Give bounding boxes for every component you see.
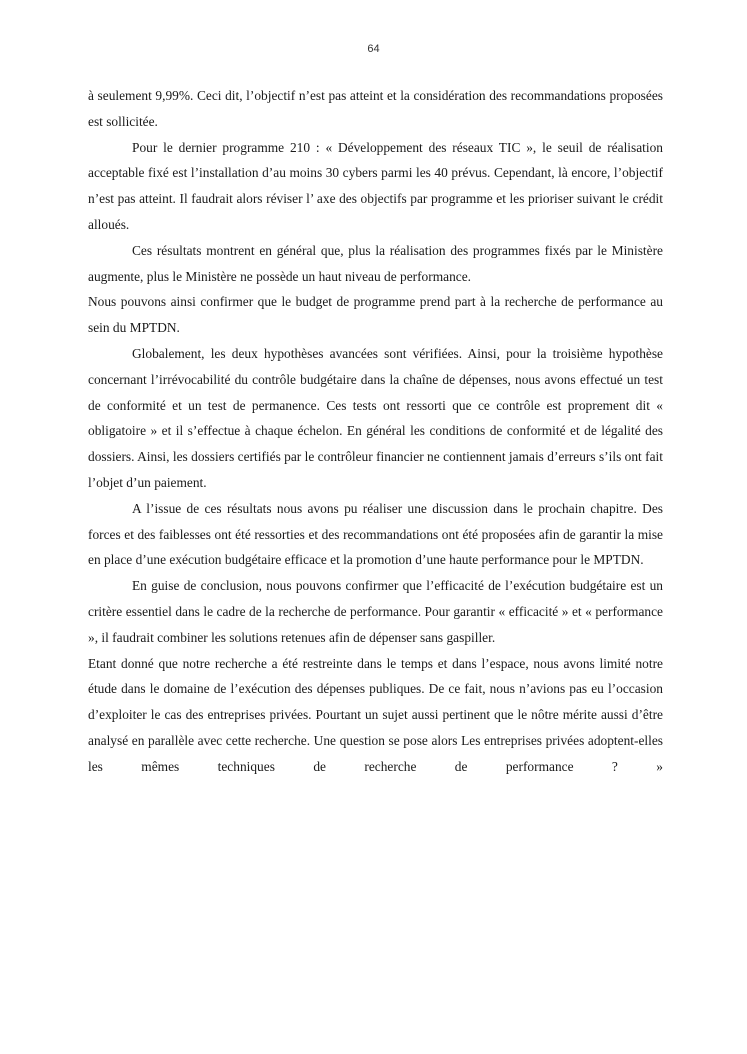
paragraph-1: à seulement 9,99%. Ceci dit, l’objectif n’est pas atteint et la considération des recommandations proposées est sollicitée. xyxy=(88,88,663,129)
paragraph-5: Globalement, les deux hypothèses avancées sont vérifiées. Ainsi, pour la troisième hypothèse concernant l’irrévocabilité du contrôle budgétaire dans la chaîne de dépenses, nous avons effectué un test de conformité et un test de permanence. Ces tests ont ressorti que ce contrôle est proprement dit « obligatoire » et il s’effectue à chaque échelon. En général les conditions de conformité et de légalité des dossiers. Ainsi, les dossiers certifiés par le contrôleur financier ne contiennent jamais d’erreurs s’ils ont fait l’objet d’un paiement. xyxy=(88,345,663,490)
paragraph-4: Nous pouvons ainsi confirmer que le budget de programme prend part à la recherche de performance au sein du MPTDN. xyxy=(88,294,663,336)
paragraph-3: Ces résultats montrent en général que, plus la réalisation des programmes fixés par le Ministère augmente, plus le Ministère ne possède un haut niveau de performance. xyxy=(88,242,663,284)
paragraph-6: A l’issue de ces résultats nous avons pu réaliser une discussion dans le prochain chapitre. Des forces et des faiblesses ont été ressorties et des recommandations ont été proposées afin de garantir la mise en place d’une exécution budgétaire efficace et la promotion d’une haute performance pour le MPTDN. xyxy=(88,500,663,568)
paragraph-2: Pour le dernier programme 210 : « Développement des réseaux TIC », le seuil de réalisation acceptable fixé est l’installation d’au moins 30 cybers parmi les 40 prévus. Cependant, là encore, l’objectif n’est pas atteint. Il faudrait alors réviser l’ axe des objectifs par programme et les prioriser suivant le crédit alloués. xyxy=(88,139,663,232)
paragraph-7: En guise de conclusion, nous pouvons confirmer que l’efficacité de l’exécution budgétaire est un critère essentiel dans le cadre de la recherche de performance. Pour garantir « efficacité » et « performance », il faudrait combiner les solutions retenues afin de dépenser sans gaspiller. xyxy=(88,578,663,645)
document-body xyxy=(88,83,663,780)
paragraph-8: Etant donné que notre recherche a été restreinte dans le temps et dans l’espace, nous avons limité notre étude dans le domaine de l’exécution des dépenses publiques. De ce fait, nous n’avions pas eu l’occasion d’exploiter le cas des entreprises privées. Pourtant un sujet aussi pertinent que le nôtre mérite aussi d’être analysé en parallèle avec cette recherche. Une question se pose alors Les entreprises privées adoptent-elles les mêmes techniques de recherche de performance ? » xyxy=(88,655,663,774)
page-number: 64 xyxy=(367,43,380,55)
